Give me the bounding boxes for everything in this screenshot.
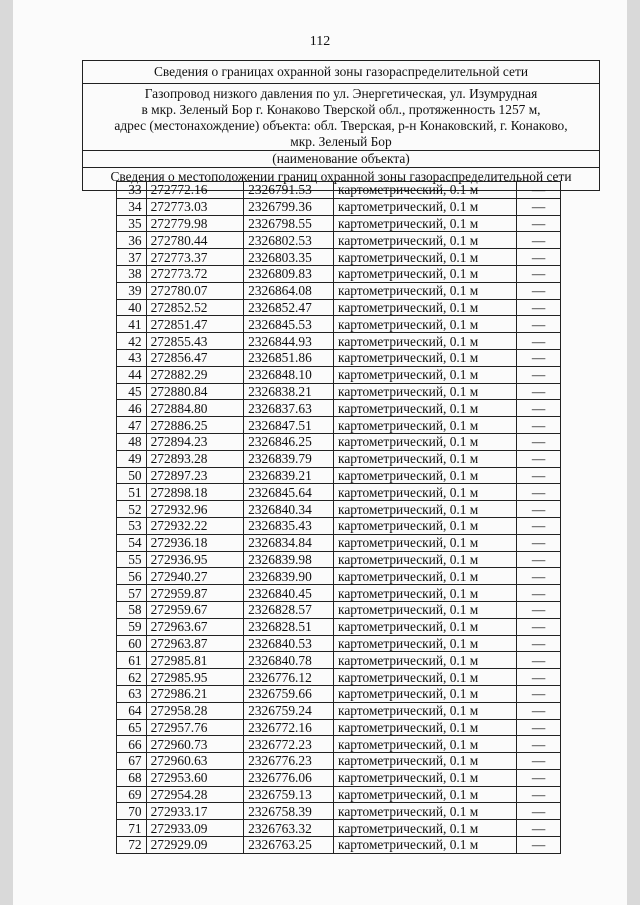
x-coordinate-cell: 272880.84 xyxy=(146,383,244,400)
note-cell: — xyxy=(517,652,561,669)
table-row xyxy=(117,534,561,551)
method-accuracy-cell: картометрический, 0.1 м xyxy=(334,803,517,820)
point-number-cell: 47 xyxy=(117,417,147,434)
note-cell: — xyxy=(517,769,561,786)
document-page xyxy=(13,0,627,905)
y-coordinate-cell: 2326772.16 xyxy=(244,719,334,736)
point-number-cell: 72 xyxy=(117,837,147,854)
y-coordinate-cell: 2326844.93 xyxy=(244,333,334,350)
x-coordinate-cell: 272773.72 xyxy=(146,265,244,282)
method-accuracy-cell: картометрический, 0.1 м xyxy=(334,467,517,484)
point-number-cell: 52 xyxy=(117,501,147,518)
note-cell: — xyxy=(517,685,561,702)
method-accuracy-cell: картометрический, 0.1 м xyxy=(334,450,517,467)
x-coordinate-cell: 272856.47 xyxy=(146,349,244,366)
x-coordinate-cell: 272960.73 xyxy=(146,736,244,753)
y-coordinate-cell: 2326847.51 xyxy=(244,417,334,434)
y-coordinate-cell: 2326759.66 xyxy=(244,685,334,702)
table-row xyxy=(117,417,561,434)
table-row xyxy=(117,383,561,400)
y-coordinate-cell: 2326802.53 xyxy=(244,232,334,249)
object-description xyxy=(83,84,599,151)
method-accuracy-cell: картометрический, 0.1 м xyxy=(334,299,517,316)
point-number-cell: 55 xyxy=(117,551,147,568)
table-row xyxy=(117,568,561,585)
table-row xyxy=(117,349,561,366)
x-coordinate-cell: 272780.07 xyxy=(146,282,244,299)
point-number-cell: 41 xyxy=(117,316,147,333)
method-accuracy-cell: картометрический, 0.1 м xyxy=(334,182,517,199)
y-coordinate-cell: 2326845.64 xyxy=(244,484,334,501)
method-accuracy-cell: картометрический, 0.1 м xyxy=(334,400,517,417)
method-accuracy-cell: картометрический, 0.1 м xyxy=(334,820,517,837)
x-coordinate-cell: 272773.37 xyxy=(146,249,244,266)
table-row xyxy=(117,803,561,820)
table-row xyxy=(117,669,561,686)
note-cell: — xyxy=(517,215,561,232)
x-coordinate-cell: 272894.23 xyxy=(146,433,244,450)
x-coordinate-cell: 272772.16 xyxy=(146,182,244,199)
point-number-cell: 39 xyxy=(117,282,147,299)
method-accuracy-cell: картометрический, 0.1 м xyxy=(334,652,517,669)
note-cell: — xyxy=(517,736,561,753)
note-cell: — xyxy=(517,702,561,719)
y-coordinate-cell: 2326776.06 xyxy=(244,769,334,786)
y-coordinate-cell: 2326834.84 xyxy=(244,534,334,551)
y-coordinate-cell: 2326840.45 xyxy=(244,585,334,602)
x-coordinate-cell: 272963.87 xyxy=(146,635,244,652)
object-line: мкр. Зеленый Бор xyxy=(290,134,392,149)
note-cell: — xyxy=(517,753,561,770)
table-row xyxy=(117,484,561,501)
table-row xyxy=(117,820,561,837)
method-accuracy-cell: картометрический, 0.1 м xyxy=(334,349,517,366)
note-cell: — xyxy=(517,182,561,199)
y-coordinate-cell: 2326758.39 xyxy=(244,803,334,820)
note-cell: — xyxy=(517,568,561,585)
y-coordinate-cell: 2326828.51 xyxy=(244,618,334,635)
y-coordinate-cell: 2326840.53 xyxy=(244,635,334,652)
note-cell: — xyxy=(517,349,561,366)
table-row xyxy=(117,635,561,652)
y-coordinate-cell: 2326763.32 xyxy=(244,820,334,837)
point-number-cell: 61 xyxy=(117,652,147,669)
method-accuracy-cell: картометрический, 0.1 м xyxy=(334,702,517,719)
method-accuracy-cell: картометрический, 0.1 м xyxy=(334,316,517,333)
point-number-cell: 33 xyxy=(117,182,147,199)
x-coordinate-cell: 272958.28 xyxy=(146,702,244,719)
table-row xyxy=(117,265,561,282)
note-cell: — xyxy=(517,601,561,618)
table-row xyxy=(117,333,561,350)
note-cell: — xyxy=(517,450,561,467)
note-cell: — xyxy=(517,635,561,652)
note-cell: — xyxy=(517,383,561,400)
point-number-cell: 70 xyxy=(117,803,147,820)
x-coordinate-cell: 272963.67 xyxy=(146,618,244,635)
note-cell: — xyxy=(517,249,561,266)
method-accuracy-cell: картометрический, 0.1 м xyxy=(334,601,517,618)
note-cell: — xyxy=(517,803,561,820)
method-accuracy-cell: картометрический, 0.1 м xyxy=(334,417,517,434)
table-row xyxy=(117,467,561,484)
x-coordinate-cell: 272940.27 xyxy=(146,568,244,585)
note-cell: — xyxy=(517,417,561,434)
y-coordinate-cell: 2326776.23 xyxy=(244,753,334,770)
x-coordinate-cell: 272779.98 xyxy=(146,215,244,232)
boundary-info-frame xyxy=(82,60,600,191)
y-coordinate-cell: 2326791.53 xyxy=(244,182,334,199)
point-number-cell: 46 xyxy=(117,400,147,417)
point-number-cell: 71 xyxy=(117,820,147,837)
table-row xyxy=(117,551,561,568)
table-row xyxy=(117,433,561,450)
y-coordinate-cell: 2326772.23 xyxy=(244,736,334,753)
x-coordinate-cell: 272882.29 xyxy=(146,366,244,383)
point-number-cell: 60 xyxy=(117,635,147,652)
point-number-cell: 50 xyxy=(117,467,147,484)
table-row xyxy=(117,215,561,232)
table-row xyxy=(117,517,561,534)
method-accuracy-cell: картометрический, 0.1 м xyxy=(334,669,517,686)
table-row xyxy=(117,299,561,316)
y-coordinate-cell: 2326835.43 xyxy=(244,517,334,534)
note-cell: — xyxy=(517,400,561,417)
table-row xyxy=(117,316,561,333)
y-coordinate-cell: 2326840.34 xyxy=(244,501,334,518)
x-coordinate-cell: 272936.18 xyxy=(146,534,244,551)
x-coordinate-cell: 272884.80 xyxy=(146,400,244,417)
method-accuracy-cell: картометрический, 0.1 м xyxy=(334,265,517,282)
method-accuracy-cell: картометрический, 0.1 м xyxy=(334,786,517,803)
y-coordinate-cell: 2326759.24 xyxy=(244,702,334,719)
table-row xyxy=(117,198,561,215)
method-accuracy-cell: картометрический, 0.1 м xyxy=(334,333,517,350)
method-accuracy-cell: картометрический, 0.1 м xyxy=(334,534,517,551)
method-accuracy-cell: картометрический, 0.1 м xyxy=(334,501,517,518)
note-cell: — xyxy=(517,433,561,450)
point-number-cell: 34 xyxy=(117,198,147,215)
x-coordinate-cell: 272954.28 xyxy=(146,786,244,803)
method-accuracy-cell: картометрический, 0.1 м xyxy=(334,366,517,383)
note-cell: — xyxy=(517,669,561,686)
note-cell: — xyxy=(517,501,561,518)
note-cell: — xyxy=(517,198,561,215)
method-accuracy-cell: картометрический, 0.1 м xyxy=(334,484,517,501)
y-coordinate-cell: 2326809.83 xyxy=(244,265,334,282)
point-number-cell: 58 xyxy=(117,601,147,618)
note-cell: — xyxy=(517,534,561,551)
table-row xyxy=(117,501,561,518)
y-coordinate-cell: 2326839.90 xyxy=(244,568,334,585)
y-coordinate-cell: 2326828.57 xyxy=(244,601,334,618)
x-coordinate-cell: 272852.52 xyxy=(146,299,244,316)
x-coordinate-cell: 272985.95 xyxy=(146,669,244,686)
y-coordinate-cell: 2326798.55 xyxy=(244,215,334,232)
x-coordinate-cell: 272932.96 xyxy=(146,501,244,518)
method-accuracy-cell: картометрический, 0.1 м xyxy=(334,618,517,635)
note-cell: — xyxy=(517,232,561,249)
note-cell: — xyxy=(517,618,561,635)
note-cell: — xyxy=(517,484,561,501)
table-row xyxy=(117,837,561,854)
point-number-cell: 68 xyxy=(117,769,147,786)
note-cell: — xyxy=(517,517,561,534)
y-coordinate-cell: 2326852.47 xyxy=(244,299,334,316)
method-accuracy-cell: картометрический, 0.1 м xyxy=(334,517,517,534)
note-cell: — xyxy=(517,265,561,282)
x-coordinate-cell: 272855.43 xyxy=(146,333,244,350)
method-accuracy-cell: картометрический, 0.1 м xyxy=(334,635,517,652)
method-accuracy-cell: картометрический, 0.1 м xyxy=(334,215,517,232)
method-accuracy-cell: картометрический, 0.1 м xyxy=(334,249,517,266)
method-accuracy-cell: картометрический, 0.1 м xyxy=(334,837,517,854)
table-row xyxy=(117,786,561,803)
table-row xyxy=(117,618,561,635)
note-cell: — xyxy=(517,719,561,736)
y-coordinate-cell: 2326840.78 xyxy=(244,652,334,669)
method-accuracy-cell: картометрический, 0.1 м xyxy=(334,769,517,786)
x-coordinate-cell: 272886.25 xyxy=(146,417,244,434)
table-row xyxy=(117,282,561,299)
table-row xyxy=(117,366,561,383)
note-cell: — xyxy=(517,282,561,299)
point-number-cell: 54 xyxy=(117,534,147,551)
x-coordinate-cell: 272959.87 xyxy=(146,585,244,602)
x-coordinate-cell: 272985.81 xyxy=(146,652,244,669)
table-row xyxy=(117,769,561,786)
method-accuracy-cell: картометрический, 0.1 м xyxy=(334,551,517,568)
x-coordinate-cell: 272936.95 xyxy=(146,551,244,568)
note-cell: — xyxy=(517,786,561,803)
method-accuracy-cell: картометрический, 0.1 м xyxy=(334,685,517,702)
point-number-cell: 45 xyxy=(117,383,147,400)
y-coordinate-cell: 2326803.35 xyxy=(244,249,334,266)
note-cell: — xyxy=(517,585,561,602)
x-coordinate-cell: 272933.09 xyxy=(146,820,244,837)
x-coordinate-cell: 272897.23 xyxy=(146,467,244,484)
note-cell: — xyxy=(517,820,561,837)
y-coordinate-cell: 2326848.10 xyxy=(244,366,334,383)
object-line: Газопровод низкого давления по ул. Энергетическая, ул. Изумрудная xyxy=(144,86,538,101)
method-accuracy-cell: картометрический, 0.1 м xyxy=(334,433,517,450)
point-number-cell: 67 xyxy=(117,753,147,770)
table-row xyxy=(117,753,561,770)
point-number-cell: 56 xyxy=(117,568,147,585)
y-coordinate-cell: 2326837.63 xyxy=(244,400,334,417)
object-line: адрес (местонахождение) объекта: обл. Тверская, р-н Конаковский, г. Конаково, xyxy=(114,118,568,133)
table-row xyxy=(117,232,561,249)
note-cell: — xyxy=(517,837,561,854)
coordinates-table xyxy=(116,181,561,854)
y-coordinate-cell: 2326845.53 xyxy=(244,316,334,333)
y-coordinate-cell: 2326759.13 xyxy=(244,786,334,803)
point-number-cell: 69 xyxy=(117,786,147,803)
y-coordinate-cell: 2326776.12 xyxy=(244,669,334,686)
method-accuracy-cell: картометрический, 0.1 м xyxy=(334,198,517,215)
point-number-cell: 64 xyxy=(117,702,147,719)
point-number-cell: 66 xyxy=(117,736,147,753)
method-accuracy-cell: картометрический, 0.1 м xyxy=(334,585,517,602)
x-coordinate-cell: 272773.03 xyxy=(146,198,244,215)
note-cell: — xyxy=(517,333,561,350)
y-coordinate-cell: 2326851.86 xyxy=(244,349,334,366)
point-number-cell: 57 xyxy=(117,585,147,602)
note-cell: — xyxy=(517,299,561,316)
y-coordinate-cell: 2326839.98 xyxy=(244,551,334,568)
x-coordinate-cell: 272780.44 xyxy=(146,232,244,249)
page-number: 112 xyxy=(309,34,331,49)
table-row xyxy=(117,652,561,669)
note-cell: — xyxy=(517,366,561,383)
point-number-cell: 65 xyxy=(117,719,147,736)
table-row xyxy=(117,249,561,266)
point-number-cell: 40 xyxy=(117,299,147,316)
point-number-cell: 37 xyxy=(117,249,147,266)
point-number-cell: 53 xyxy=(117,517,147,534)
point-number-cell: 38 xyxy=(117,265,147,282)
table-row xyxy=(117,450,561,467)
method-accuracy-cell: картометрический, 0.1 м xyxy=(334,719,517,736)
point-number-cell: 63 xyxy=(117,685,147,702)
y-coordinate-cell: 2326846.25 xyxy=(244,433,334,450)
point-number-cell: 44 xyxy=(117,366,147,383)
x-coordinate-cell: 272960.63 xyxy=(146,753,244,770)
x-coordinate-cell: 272959.67 xyxy=(146,601,244,618)
x-coordinate-cell: 272957.76 xyxy=(146,719,244,736)
method-accuracy-cell: картометрический, 0.1 м xyxy=(334,568,517,585)
table-row xyxy=(117,702,561,719)
y-coordinate-cell: 2326799.36 xyxy=(244,198,334,215)
x-coordinate-cell: 272953.60 xyxy=(146,769,244,786)
table-row xyxy=(117,719,561,736)
table-row xyxy=(117,585,561,602)
method-accuracy-cell: картометрический, 0.1 м xyxy=(334,232,517,249)
x-coordinate-cell: 272986.21 xyxy=(146,685,244,702)
method-accuracy-cell: картометрический, 0.1 м xyxy=(334,282,517,299)
table-row xyxy=(117,685,561,702)
x-coordinate-cell: 272932.22 xyxy=(146,517,244,534)
point-number-cell: 43 xyxy=(117,349,147,366)
table-row xyxy=(117,400,561,417)
y-coordinate-cell: 2326839.79 xyxy=(244,450,334,467)
x-coordinate-cell: 272898.18 xyxy=(146,484,244,501)
y-coordinate-cell: 2326763.25 xyxy=(244,837,334,854)
point-number-cell: 48 xyxy=(117,433,147,450)
note-cell: — xyxy=(517,316,561,333)
point-number-cell: 36 xyxy=(117,232,147,249)
y-coordinate-cell: 2326838.21 xyxy=(244,383,334,400)
y-coordinate-cell: 2326864.08 xyxy=(244,282,334,299)
method-accuracy-cell: картометрический, 0.1 м xyxy=(334,736,517,753)
x-coordinate-cell: 272929.09 xyxy=(146,837,244,854)
note-cell: — xyxy=(517,551,561,568)
point-number-cell: 42 xyxy=(117,333,147,350)
table-row xyxy=(117,601,561,618)
x-coordinate-cell: 272933.17 xyxy=(146,803,244,820)
point-number-cell: 62 xyxy=(117,669,147,686)
object-line: в мкр. Зеленый Бор г. Конаково Тверской обл., протяженность 1257 м, xyxy=(141,102,541,117)
method-accuracy-cell: картометрический, 0.1 м xyxy=(334,753,517,770)
point-number-cell: 35 xyxy=(117,215,147,232)
table-row xyxy=(117,736,561,753)
object-caption: (наименование объекта) xyxy=(83,151,599,168)
table-row xyxy=(117,182,561,199)
y-coordinate-cell: 2326839.21 xyxy=(244,467,334,484)
point-number-cell: 59 xyxy=(117,618,147,635)
x-coordinate-cell: 272851.47 xyxy=(146,316,244,333)
note-cell: — xyxy=(517,467,561,484)
section-title: Сведения о местоположении границ охранной зоны газораспределительной сети xyxy=(110,169,572,184)
document-title: Сведения о границах охранной зоны газораспределительной сети xyxy=(83,61,599,84)
x-coordinate-cell: 272893.28 xyxy=(146,450,244,467)
point-number-cell: 49 xyxy=(117,450,147,467)
method-accuracy-cell: картометрический, 0.1 м xyxy=(334,383,517,400)
point-number-cell: 51 xyxy=(117,484,147,501)
